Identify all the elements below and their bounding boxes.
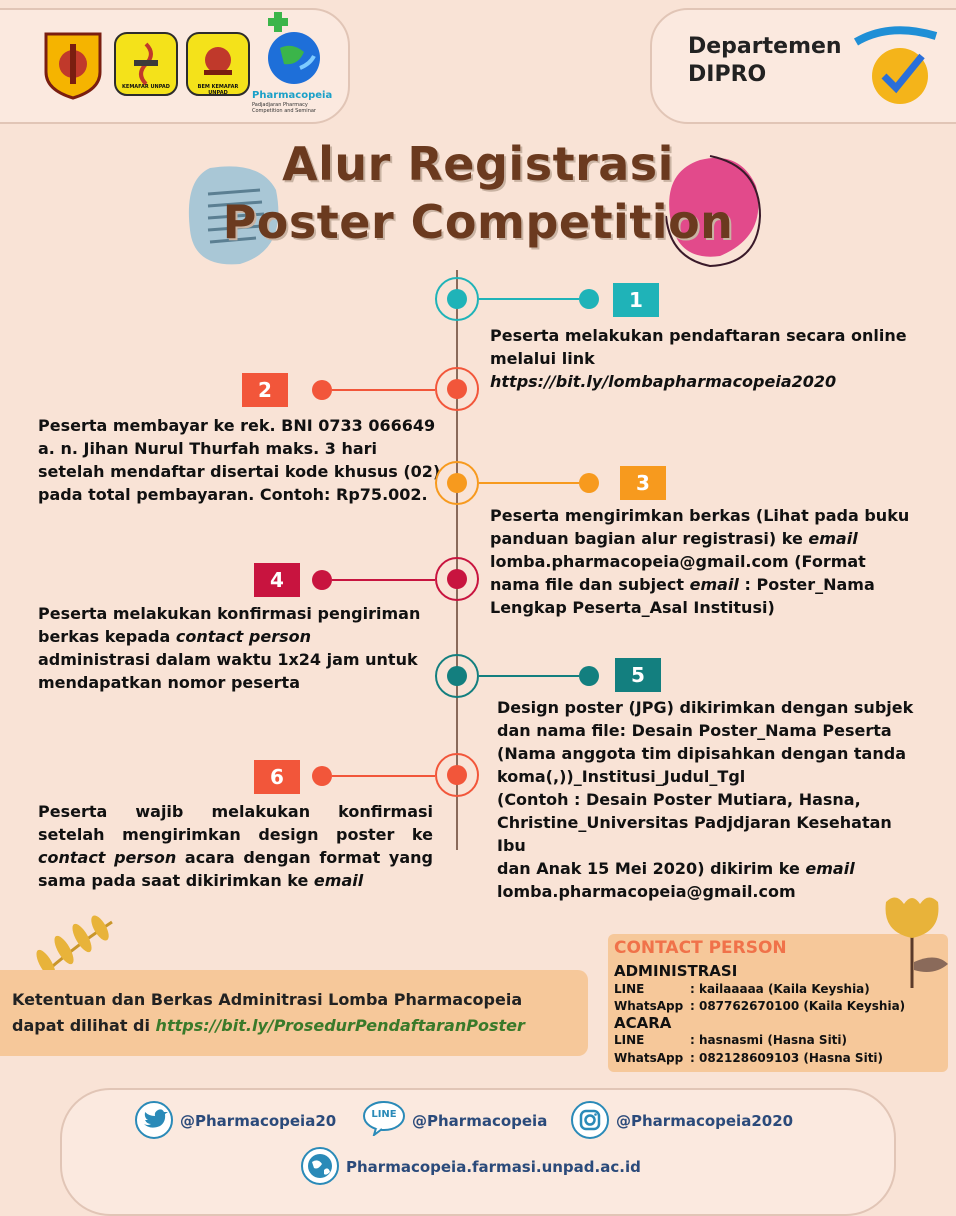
step-4-part-2: administrasi dalam waktu 1x24 jam untuk mendapatkan nomor peserta (38, 650, 418, 692)
twitter-handle[interactable]: @Pharmacopeia20 (180, 1112, 337, 1130)
twitter-icon[interactable] (134, 1100, 174, 1140)
step-badge-3: 3 (620, 466, 666, 500)
contact-heading: CONTACT PERSON (614, 938, 787, 958)
step-6-text (38, 800, 433, 892)
line-icon[interactable] (362, 1100, 406, 1136)
step-3-email[interactable]: lomba.pharmacopeia@gmail.com (490, 552, 789, 571)
step-5-em-1: email (805, 859, 855, 878)
step-3-em-1: email (808, 529, 858, 548)
step-4-text (38, 602, 423, 694)
step-2-line-4: pada total pembayaran. Contoh: Rp75.002. (38, 485, 428, 504)
globe-icon[interactable] (300, 1146, 340, 1186)
timeline-node-dot-2 (447, 379, 467, 399)
pharmacopeia-logo-subtext: Padjadjaran Pharmacy Competition and Seminar (252, 102, 316, 114)
step-5-line-7: dan Anak 15 Mei 2020) dikirim ke (497, 859, 800, 878)
step-2-text (38, 414, 448, 506)
dipro-logo (850, 22, 942, 112)
step-3-em-2: email (689, 575, 739, 594)
step-2-line-3: setelah mendaftar disertai kode khusus (02) (38, 462, 441, 481)
step-1-text (490, 324, 910, 393)
step-5-line-6: Christine_Universitas Padjdjaran Kesehatan Ibu (497, 813, 892, 855)
connector-2 (332, 389, 435, 391)
contact-acara-wa-value: : 082128609103 (Hasna Siti) (690, 1051, 884, 1065)
contact-admin-heading: ADMINISTRASI (614, 962, 738, 980)
step-6-part-2: acara dengan format yang sama pada saat dikirimkan ke (38, 848, 434, 890)
step-badge-6: 6 (254, 760, 300, 794)
step-3-part-2: (Format nama file dan subject (490, 552, 866, 594)
contact-acara-line-value: : hasnasmi (Hasna Siti) (690, 1033, 848, 1047)
step-6-em-1: contact person (38, 848, 177, 867)
connector-dot-3 (579, 473, 599, 493)
step-3-part-1: Peserta mengirimkan berkas (Lihat pada buku panduan bagian alur registrasi) ke (490, 506, 910, 548)
connector-dot-1 (579, 289, 599, 309)
step-6-em-2: email (313, 871, 364, 890)
step-badge-5: 5 (615, 658, 661, 692)
contact-admin-line-value: : kailaaaaa (Kaila Keyshia) (690, 982, 870, 996)
step-4-part-1: Peserta melakukan konfirmasi pengiriman berkas kepada (38, 604, 421, 646)
pharmacopeia-logo-text: Pharmacopeia (252, 90, 333, 101)
step-6-part-1: Peserta wajib melakukan konfirmasi setelah mengirimkan design poster ke (38, 802, 433, 844)
instagram-handle[interactable]: @Pharmacopeia2020 (616, 1112, 794, 1130)
department-label-line2: DIPRO (688, 62, 767, 87)
connector-6 (332, 775, 435, 777)
flower-decoration (876, 892, 956, 988)
step-5-line-1: Design poster (JPG) dikirimkan dengan subjek (497, 698, 914, 717)
timeline-node-dot-6 (447, 765, 467, 785)
step-2-line-1: Peserta membayar ke rek. BNI 0733 066649 (38, 416, 436, 435)
department-label-line1: Departemen (688, 34, 842, 59)
step-4-em-1: contact person (175, 627, 311, 646)
timeline-node-dot-5 (447, 666, 467, 686)
connector-dot-2 (312, 380, 332, 400)
connector-1 (479, 298, 579, 300)
info-box-link[interactable]: https://bit.ly/ProsedurPendaftaranPoster (155, 1016, 525, 1035)
bem-seal-logo (184, 30, 252, 98)
step-1-description: Peserta melakukan pendaftaran secara online melalui link (490, 326, 907, 368)
connector-3 (479, 482, 579, 484)
step-5-line-4: koma(,))_Institusi_Judul_Tgl (497, 767, 746, 786)
contact-admin-wa-value: : 087762670100 (Kaila Keyshia) (690, 999, 906, 1013)
kemafar-seal-logo (112, 30, 180, 98)
step-badge-1: 1 (613, 283, 659, 317)
social-panel (60, 1088, 896, 1216)
step-5-line-2: dan nama file: Desain Poster_Nama Peserta (497, 721, 892, 740)
info-box (0, 970, 588, 1056)
contact-admin-line-label: LINE (614, 982, 645, 996)
timeline-node-dot-3 (447, 473, 467, 493)
step-5-text (497, 696, 917, 903)
page-title-line1: Alur Registrasi (282, 137, 674, 191)
step-5-line-5: (Contoh : Desain Poster Mutiara, Hasna, (497, 790, 861, 809)
connector-dot-4 (312, 570, 332, 590)
contact-acara-wa-label: WhatsApp (614, 1051, 684, 1065)
contact-admin-wa-label: WhatsApp (614, 999, 684, 1013)
contact-acara-line-label: LINE (614, 1033, 645, 1047)
connector-5 (479, 675, 579, 677)
info-box-line1: Ketentuan dan Berkas Adminitrasi Lomba Pharmacopeia (12, 990, 523, 1009)
unpad-seal-logo (40, 28, 106, 100)
timeline-node-dot-4 (447, 569, 467, 589)
timeline-node-dot-1 (447, 289, 467, 309)
step-badge-4: 4 (254, 563, 300, 597)
info-box-prefix: dapat dilihat di (12, 1016, 150, 1035)
step-5-line-3: (Nama anggota tim dipisahkan dengan tanda (497, 744, 906, 763)
instagram-icon[interactable] (570, 1100, 610, 1140)
step-3-part-3: : Poster_Nama Lengkap Peserta_Asal Institusi) (490, 575, 875, 617)
line-icon-text: LINE (371, 1109, 397, 1120)
contact-acara-heading: ACARA (614, 1014, 672, 1032)
info-box-line2 (12, 1016, 525, 1035)
connector-dot-5 (579, 666, 599, 686)
connector-4 (332, 579, 435, 581)
page-title-line2: Poster Competition (222, 195, 734, 249)
website-link[interactable]: Pharmacopeia.farmasi.unpad.ac.id (346, 1158, 641, 1176)
pharmacopeia-logo (252, 12, 332, 116)
kemafar-seal-text: KEMAFAR UNPAD (122, 84, 170, 90)
step-3-text (490, 504, 915, 619)
bem-seal-text: BEM KEMAFAR UNPAD (197, 84, 239, 96)
step-2-line-2: a. n. Jihan Nurul Thurfah maks. 3 hari (38, 439, 378, 458)
connector-dot-6 (312, 766, 332, 786)
step-5-email[interactable]: lomba.pharmacopeia@gmail.com (497, 882, 796, 901)
step-badge-2: 2 (242, 373, 288, 407)
step-1-link[interactable]: https://bit.ly/lombapharmacopeia2020 (490, 372, 837, 391)
line-handle[interactable]: @Pharmacopeia (412, 1112, 548, 1130)
